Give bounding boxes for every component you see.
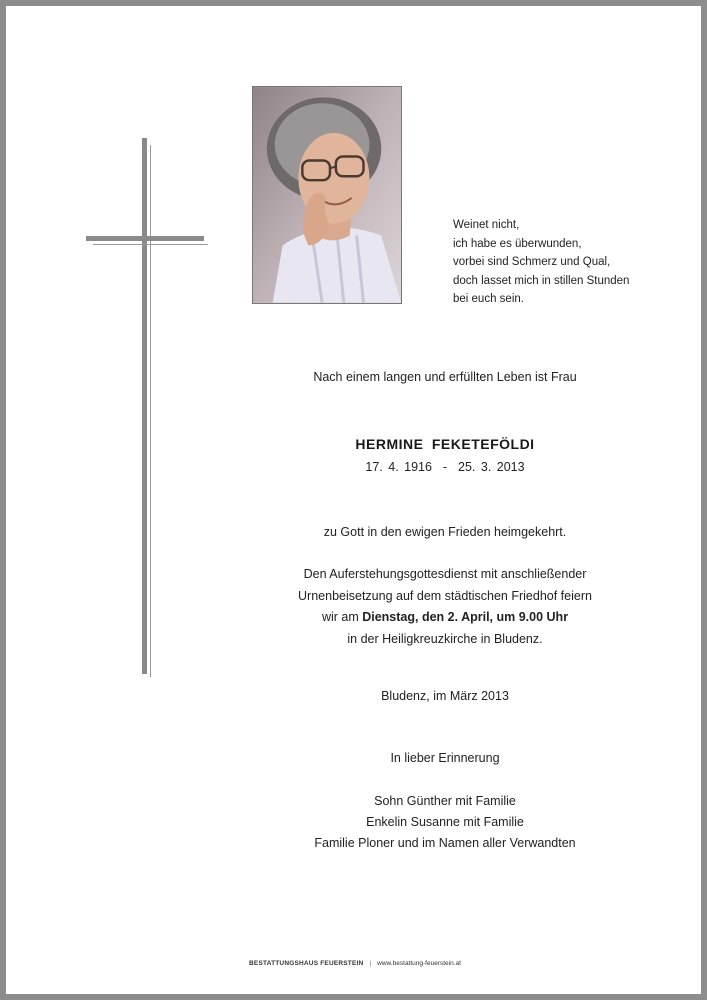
poem-line: doch lasset mich in stillen Stunden — [453, 274, 630, 287]
cross-horizontal-bar — [86, 236, 204, 241]
family-line: Familie Ploner und im Namen aller Verwandten — [314, 836, 576, 850]
family-line: Sohn Günther mit Familie — [374, 794, 516, 808]
footer-url[interactable]: www.bestattung-feuerstein.at — [377, 960, 461, 967]
poem-line: Weinet nicht, — [453, 219, 520, 231]
life-dates: 17. 4. 1916 - 25. 3. 2013 — [365, 460, 525, 474]
service-details — [150, 564, 707, 650]
poem — [453, 216, 673, 309]
poem-line: ich habe es überwunden, — [453, 237, 582, 250]
passing-text: zu Gott in den ewigen Frieden heimgekehrt. — [323, 525, 567, 539]
service-line-date — [150, 607, 707, 629]
cross-horizontal-line — [93, 244, 208, 245]
service-line: Urnenbeisetzung auf dem städtischen Friedhof feiern — [298, 588, 592, 603]
footer-separator: | — [369, 960, 372, 967]
cross-vertical-bar — [142, 138, 147, 674]
service-date-prefix: wir am — [321, 610, 363, 624]
memory-text: In lieber Erinnerung — [390, 751, 500, 765]
footer — [200, 960, 510, 967]
intro-text: Nach einem langen und erfüllten Leben ist Frau — [313, 370, 577, 384]
service-line: in der Heiligkreuzkirche in Bludenz. — [347, 631, 543, 646]
service-line: Den Auferstehungsgottesdienst mit anschließender — [303, 567, 587, 581]
deceased-name: HERMINE FEKETEFÖLDI — [355, 436, 535, 452]
family-line: Enkelin Susanne mit Familie — [366, 815, 524, 829]
footer-brand: BESTATTUNGSHAUS FEUERSTEIN — [249, 960, 364, 967]
poem-line: bei euch sein. — [453, 293, 524, 305]
service-date: Dienstag, den 2. April, um 9.00 Uhr — [362, 610, 569, 624]
portrait-photo — [252, 86, 402, 304]
family-list — [150, 791, 707, 854]
place-date: Bludenz, im März 2013 — [381, 689, 509, 703]
poem-line: vorbei sind Schmerz und Qual, — [453, 256, 611, 268]
portrait-image — [253, 87, 401, 303]
